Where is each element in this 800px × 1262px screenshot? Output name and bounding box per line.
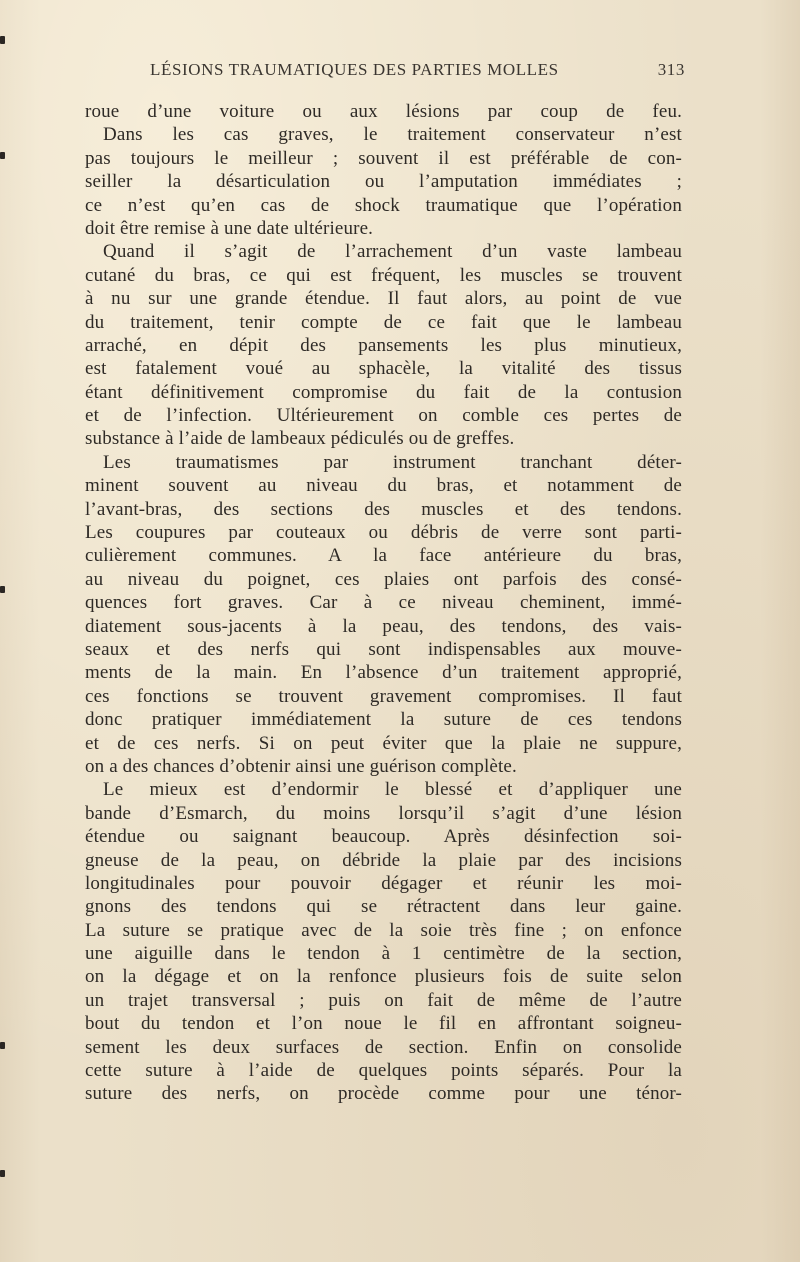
text-line: roue d’une voiture ou aux lésions par coup de feu. <box>85 101 682 122</box>
text-line: étendue ou saignant beaucoup. Après désinfection soi- <box>85 826 682 848</box>
text-line: on a des chances d’obtenir ainsi une guérison complète. <box>85 755 517 777</box>
text-line: à nu sur une grande étendue. Il faut alors, au point de vue <box>85 288 682 310</box>
binding-mark <box>0 1170 5 1177</box>
text-line: au niveau du poignet, ces plaies ont parfois des consé- <box>85 568 682 590</box>
text-line: minent souvent au niveau du bras, et notamment de <box>85 475 682 497</box>
text-line: ce n’est qu’en cas de shock traumatique que l’opération <box>85 194 682 216</box>
text-line: Le mieux est d’endormir le blessé et d’appliquer une <box>103 779 682 801</box>
text-line: suture des nerfs, on procède comme pour une ténor- <box>85 1083 682 1105</box>
text-line: bout du tendon et l’on noue le fil en affrontant soigneu- <box>85 1013 682 1035</box>
text-line: substance à l’aide de lambeaux pédiculés ou de greffes. <box>85 428 515 450</box>
text-line: longitudinales pour pouvoir dégager et réunir les moi- <box>85 872 682 894</box>
text-line: étant définitivement compromise du fait de la contusion <box>85 381 682 403</box>
text-line: Dans les cas graves, le traitement conservateur n’est <box>103 124 682 146</box>
text-line: bande d’Esmarch, du moins lorsqu’il s’agit d’une lésion <box>85 802 682 824</box>
binding-mark <box>0 152 5 159</box>
text-line: et de l’infection. Ultérieurement on comble ces pertes de <box>85 405 682 427</box>
text-line: et de ces nerfs. Si on peut éviter que la plaie ne suppure, <box>85 732 682 754</box>
text-line: doit être remise à une date ultérieure. <box>85 217 374 239</box>
text-line: ces fonctions se trouvent gravement compromises. Il faut <box>85 685 682 707</box>
text-line: gneuse de la peau, on débride la plaie par des incisions <box>85 849 682 871</box>
text-line: donc pratiquer immédiatement la suture de ces tendons <box>85 709 682 731</box>
running-head <box>150 60 685 86</box>
text-line: seiller la désarticulation ou l’amputation immédiates ; <box>85 171 682 193</box>
text-line: ments de la main. En l’absence d’un traitement approprié, <box>85 662 682 684</box>
text-line: cutané du bras, ce qui est fréquent, les muscles se trouvent <box>85 264 682 286</box>
binding-mark <box>0 586 5 593</box>
body-text <box>85 100 682 1106</box>
text-line: quences fort graves. Car à ce niveau cheminent, immé- <box>85 592 682 614</box>
binding-mark <box>0 36 5 44</box>
text-line: La suture se pratique avec de la soie très fine ; on enfonce <box>85 919 682 941</box>
text-line: diatement sous-jacents à la peau, des tendons, des vais- <box>85 615 682 637</box>
page-number: 313 <box>657 60 685 79</box>
text-line: sement les deux surfaces de section. Enfin on consolide <box>85 1036 682 1058</box>
text-line: Les traumatismes par instrument tranchant déter- <box>103 451 682 473</box>
text-line: on la dégage et on la renfonce plusieurs fois de suite selon <box>85 966 682 988</box>
text-line: Les coupures par couteaux ou débris de verre sont parti- <box>85 522 682 544</box>
text-line: culièrement communes. A la face antérieure du bras, <box>85 545 682 567</box>
text-line: pas toujours le meilleur ; souvent il est préférable de con- <box>85 147 682 169</box>
text-line: un trajet transversal ; puis on fait de même de l’autre <box>85 989 682 1011</box>
text-line: Quand il s’agit de l’arrachement d’un vaste lambeau <box>103 241 682 263</box>
text-line: arraché, en dépit des pansements les plus minutieux, <box>85 334 682 356</box>
chapter-title: LÉSIONS TRAUMATIQUES DES PARTIES MOLLES <box>150 60 559 79</box>
text-line: gnons des tendons qui se rétractent dans leur gaine. <box>85 896 682 918</box>
text-line: une aiguille dans le tendon à 1 centimètre de la section, <box>85 943 682 965</box>
text-line: seaux et des nerfs qui sont indispensables aux mouve- <box>85 638 682 660</box>
text-line: est fatalement voué au sphacèle, la vitalité des tissus <box>85 358 682 380</box>
text-line: du traitement, tenir compte de ce fait que le lambeau <box>85 311 682 333</box>
binding-mark <box>0 1042 5 1049</box>
text-line: l’avant-bras, des sections des muscles et des tendons. <box>85 498 682 520</box>
text-line: cette suture à l’aide de quelques points séparés. Pour la <box>85 1060 682 1082</box>
